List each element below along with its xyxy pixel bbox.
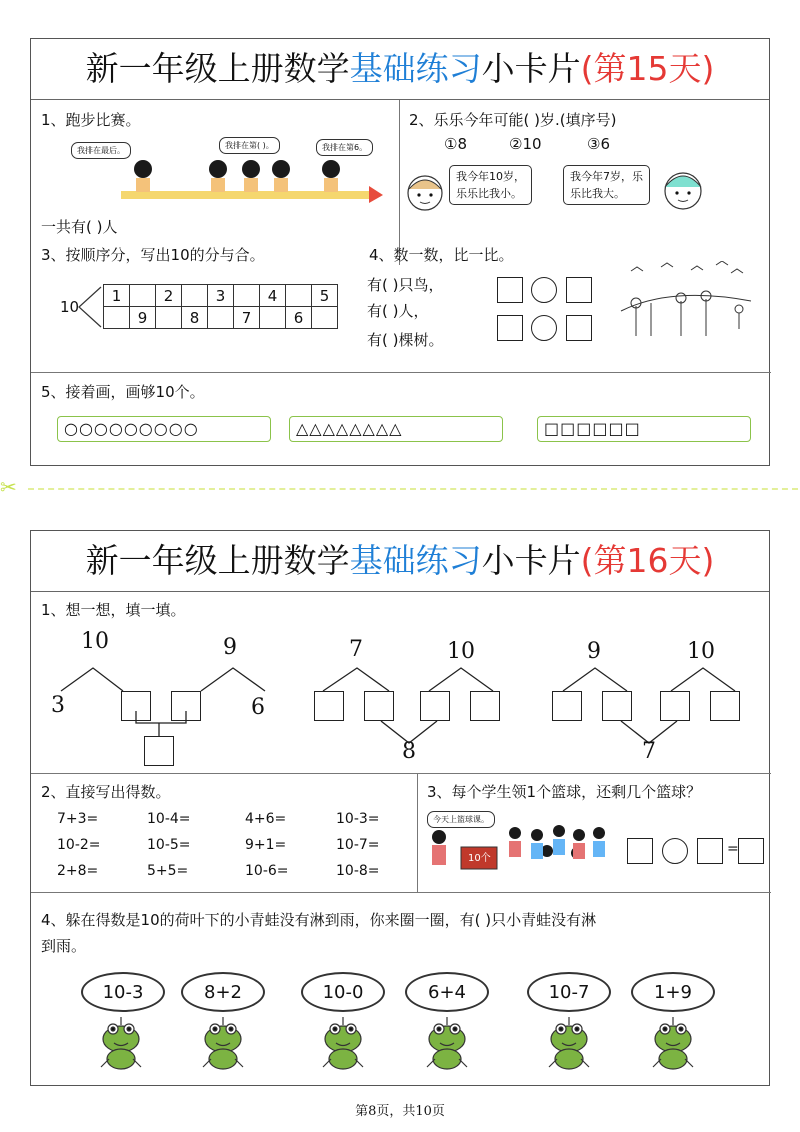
lotus-leaf[interactable]: 8+2 xyxy=(181,972,265,1012)
grid-cell[interactable] xyxy=(260,307,286,329)
lotus-leaf[interactable]: 10-0 xyxy=(301,972,385,1012)
tree3-top-right: 10 xyxy=(687,639,715,664)
grid-cell: 1 xyxy=(104,285,130,307)
answer-box[interactable] xyxy=(144,736,174,766)
tree1-top-right: 9 xyxy=(223,635,237,660)
tree3-top-left: 9 xyxy=(587,639,601,664)
divider xyxy=(31,773,771,774)
divider xyxy=(417,773,418,892)
answer-box[interactable] xyxy=(171,691,201,721)
speech-left: 我今年10岁， 乐乐比我小。 xyxy=(449,165,532,205)
option-2: ②10 xyxy=(509,135,542,153)
compare-circle[interactable] xyxy=(531,277,557,303)
divider xyxy=(31,372,771,373)
grid-cell: 2 xyxy=(156,285,182,307)
tree3-bottom: 7 xyxy=(642,739,656,764)
tree1-right: 6 xyxy=(251,695,265,720)
grid-cell[interactable] xyxy=(208,307,234,329)
cut-line xyxy=(28,488,798,490)
answer-box[interactable] xyxy=(420,691,450,721)
answer-box[interactable] xyxy=(710,691,740,721)
grid-cell[interactable] xyxy=(130,285,156,307)
ball-box-label: 10个 xyxy=(468,853,491,864)
title-day: (第15天) xyxy=(580,49,715,88)
count-people: 有( )人， xyxy=(367,302,429,320)
grid-cell[interactable] xyxy=(286,285,312,307)
page-footer: 第8页，共10页 xyxy=(355,1104,445,1119)
arith-item: 10-2= xyxy=(57,837,101,853)
grid-cell: 7 xyxy=(234,307,260,329)
question-4-label-cont: 到雨。 xyxy=(41,937,87,955)
running-race-illustration xyxy=(121,151,391,206)
equals-sign: = xyxy=(727,841,739,857)
question-4-label: 4、数一数，比一比。 xyxy=(369,246,514,264)
arith-item: 2+8= xyxy=(57,863,99,879)
students-illustration xyxy=(427,823,617,881)
arith-item: 7+3= xyxy=(57,811,99,827)
operator-circle[interactable] xyxy=(662,838,688,864)
arith-item: 4+6= xyxy=(245,811,287,827)
divider xyxy=(399,100,400,265)
arith-item: 5+5= xyxy=(147,863,189,879)
grid-cell: 6 xyxy=(286,307,312,329)
title-part-1: 新一年级上册数学 xyxy=(85,49,350,88)
grid-cell[interactable] xyxy=(312,307,338,329)
option-3: ③6 xyxy=(587,135,610,153)
arith-item: 9+1= xyxy=(245,837,287,853)
split-grid xyxy=(103,284,338,329)
tree-lines xyxy=(31,531,771,771)
tree2-top-left: 7 xyxy=(349,637,363,662)
answer-box[interactable] xyxy=(314,691,344,721)
card-title xyxy=(31,39,769,100)
lotus-leaf[interactable]: 6+4 xyxy=(405,972,489,1012)
compare-box[interactable] xyxy=(497,277,523,303)
draw-circles-box[interactable]: ○○○○○○○○○ xyxy=(57,416,271,442)
question-3-label: 3、每个学生领1个篮球，还剩几个篮球？ xyxy=(427,783,702,801)
title-part-2: 基础练习 xyxy=(349,49,482,88)
count-birds: 有( )只鸟， xyxy=(367,276,444,294)
question-3-label: 3、按顺序分，写出10的分与合。 xyxy=(41,246,265,264)
speech-bubble: 我排在第( )。 xyxy=(219,137,280,154)
compare-box[interactable] xyxy=(497,315,523,341)
grid-cell: 4 xyxy=(260,285,286,307)
question-1-label: 1、跑步比赛。 xyxy=(41,111,141,129)
answer-box[interactable] xyxy=(121,691,151,721)
question-2-label: 2、乐乐今年可能( )岁.(填序号) xyxy=(409,111,617,129)
split-bracket xyxy=(77,285,103,331)
lotus-leaf[interactable]: 10-3 xyxy=(81,972,165,1012)
grid-cell: 3 xyxy=(208,285,234,307)
answer-box[interactable] xyxy=(552,691,582,721)
draw-triangles-box[interactable]: △△△△△△△△ xyxy=(289,416,503,442)
tree1-left: 3 xyxy=(51,693,65,718)
park-scene-illustration xyxy=(611,261,761,343)
count-trees: 有( )棵树。 xyxy=(367,331,444,349)
speech-bubble: 今天上篮球课。 xyxy=(427,811,495,828)
tree1-top-left: 10 xyxy=(81,629,109,654)
boy-avatar xyxy=(659,165,707,213)
question-2-label: 2、直接写出得数。 xyxy=(41,783,171,801)
question-1-answer: 一共有( )人 xyxy=(41,218,118,236)
draw-squares-box[interactable]: □□□□□□ xyxy=(537,416,751,442)
title-part-3: 小卡片 xyxy=(481,49,581,88)
grid-cell[interactable] xyxy=(156,307,182,329)
compare-box[interactable] xyxy=(566,315,592,341)
lotus-leaf[interactable]: 1+9 xyxy=(631,972,715,1012)
scissors-icon: ✂ xyxy=(0,475,17,499)
answer-box[interactable] xyxy=(470,691,500,721)
arith-item: 10-3= xyxy=(336,811,380,827)
answer-box[interactable] xyxy=(364,691,394,721)
tree2-top-right: 10 xyxy=(447,639,475,664)
compare-box[interactable] xyxy=(566,277,592,303)
question-4-label: 4、躲在得数是10的荷叶下的小青蛙没有淋到雨，你来圈一圈，有( )只小青蛙没有淋 xyxy=(41,911,597,929)
ten-label: 10 xyxy=(60,298,80,316)
arith-item: 10-7= xyxy=(336,837,380,853)
title-day: (第16天) xyxy=(580,541,715,580)
title-part-2: 基础练习 xyxy=(349,541,482,580)
question-1-label: 1、想一想，填一填。 xyxy=(41,601,186,619)
frogs-illustration xyxy=(31,1011,771,1083)
option-1: ①8 xyxy=(444,135,467,153)
arith-item: 10-5= xyxy=(147,837,191,853)
grid-cell[interactable] xyxy=(182,285,208,307)
speech-bubble: 我排在第6。 xyxy=(316,139,373,156)
question-5-label: 5、接着画，画够10个。 xyxy=(41,383,205,401)
lotus-leaf[interactable]: 10-7 xyxy=(527,972,611,1012)
arith-item: 10-4= xyxy=(147,811,191,827)
grid-cell: 8 xyxy=(182,307,208,329)
grid-cell[interactable] xyxy=(104,307,130,329)
title-part-3: 小卡片 xyxy=(481,541,581,580)
answer-box[interactable] xyxy=(660,691,690,721)
speech-bubble: 我排在最后。 xyxy=(71,142,131,159)
tree2-bottom: 8 xyxy=(402,739,416,764)
grid-cell: 5 xyxy=(312,285,338,307)
arith-item: 10-6= xyxy=(245,863,289,879)
title-part-1: 新一年级上册数学 xyxy=(85,541,350,580)
girl-avatar xyxy=(403,171,447,213)
card-day-16 xyxy=(30,530,770,1086)
result-box[interactable] xyxy=(738,838,764,864)
divider xyxy=(31,892,771,893)
answer-box[interactable] xyxy=(697,838,723,864)
grid-cell: 9 xyxy=(130,307,156,329)
card-day-15 xyxy=(30,38,770,466)
arith-item: 10-8= xyxy=(336,863,380,879)
answer-box[interactable] xyxy=(602,691,632,721)
compare-circle[interactable] xyxy=(531,315,557,341)
speech-right: 我今年7岁，乐 乐比我大。 xyxy=(563,165,650,205)
grid-cell[interactable] xyxy=(234,285,260,307)
answer-box[interactable] xyxy=(627,838,653,864)
